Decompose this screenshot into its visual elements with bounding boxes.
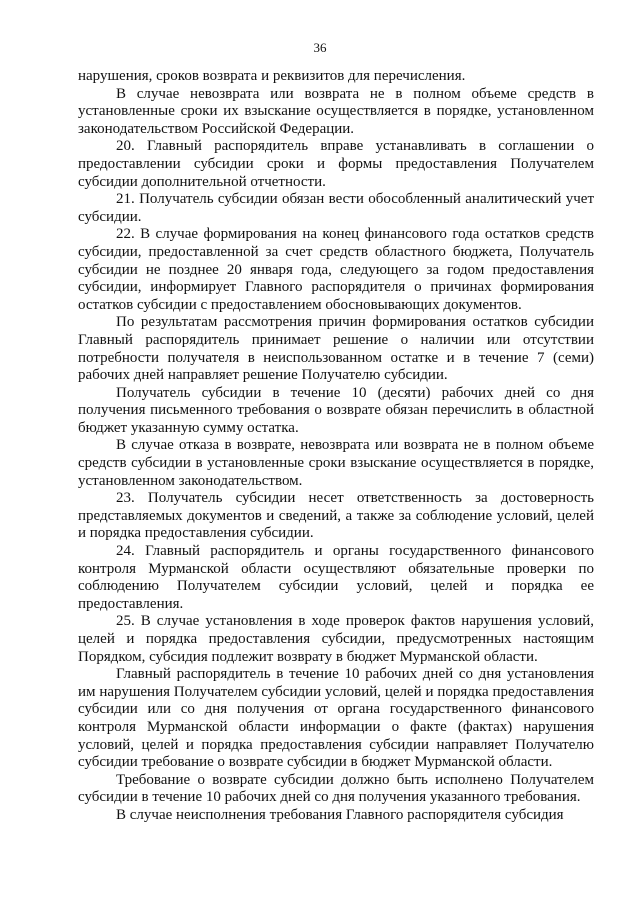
paragraph: В случае невозврата или возврата не в полном объеме средств в установленные сроки их взыскание осуществляется в порядке, установленном законодательством Российской Федерации. xyxy=(78,85,594,137)
paragraph: Главный распорядитель в течение 10 рабочих дней со дня установления им нарушения Получателем субсидии условий, целей и порядка предоставления субсидии или со дня получения от органа государственного финансового контроля Мурманской области информации о факте (фактах) нарушения условий, целей и порядка предоставления субсидии направляет Получателю субсидии требование о возврате субсидии в бюджет Мурманской области. xyxy=(78,666,594,771)
page-number: 36 xyxy=(313,40,327,55)
paragraph: 23. Получатель субсидии несет ответственность за достоверность представляемых документов и сведений, а также за соблюдение условий, целей и порядка предоставления субсидии. xyxy=(78,490,594,542)
paragraph: 22. В случае формирования на конец финансового года остатков средств субсидии, предоставленной за счет средств областного бюджета, Получатель субсидии не позднее 20 января года, следующего за годом предоставления субсидии, информирует Главного распорядителя о причинах формирования остатков субсидии с предоставлением обосновывающих документов. xyxy=(78,226,594,313)
page-body xyxy=(78,68,594,825)
paragraph: 21. Получатель субсидии обязан вести обособленный аналитический учет субсидии. xyxy=(78,191,594,225)
paragraph: 24. Главный распорядитель и органы государственного финансового контроля Мурманской области осуществляют обязательные проверки по соблюдению Получателем субсидии условий, целей и порядка ее предоставления. xyxy=(78,543,594,612)
paragraph: 20. Главный распорядитель вправе устанавливать в соглашении о предоставлении субсидии сроки и формы предоставления Получателем субсидии дополнительной отчетности. xyxy=(78,138,594,190)
paragraph: Требование о возврате субсидии должно быть исполнено Получателем субсидии в течение 10 рабочих дней со дня получения указанного требования. xyxy=(78,771,594,806)
paragraph: Получатель субсидии в течение 10 (десяти) рабочих дней со дня получения письменного требования о возврате обязан перечислить в областной бюджет указанную сумму остатка. xyxy=(78,384,594,436)
paragraph: По результатам рассмотрения причин формирования остатков субсидии Главный распорядитель принимает решение о наличии или отсутствии потребности получателя в неиспользованном остатке и в течение 7 (семи) рабочих дней направляет решение Получателю субсидии. xyxy=(78,314,594,384)
paragraph: 25. В случае установления в ходе проверок фактов нарушения условий, целей и порядка предоставления субсидии, предусмотренных настоящим Порядком, субсидия подлежит возврату в бюджет Мурманской области. xyxy=(78,613,594,665)
paragraph: В случае неисполнения требования Главного распорядителя субсидия xyxy=(116,806,564,823)
paragraph: нарушения, сроков возврата и реквизитов для перечисления. xyxy=(78,68,466,84)
paragraph: В случае отказа в возврате, невозврата или возврата не в полном объеме средств субсидии в установленные сроки взыскание осуществляется в порядке, установленном законодательством. xyxy=(78,437,594,489)
